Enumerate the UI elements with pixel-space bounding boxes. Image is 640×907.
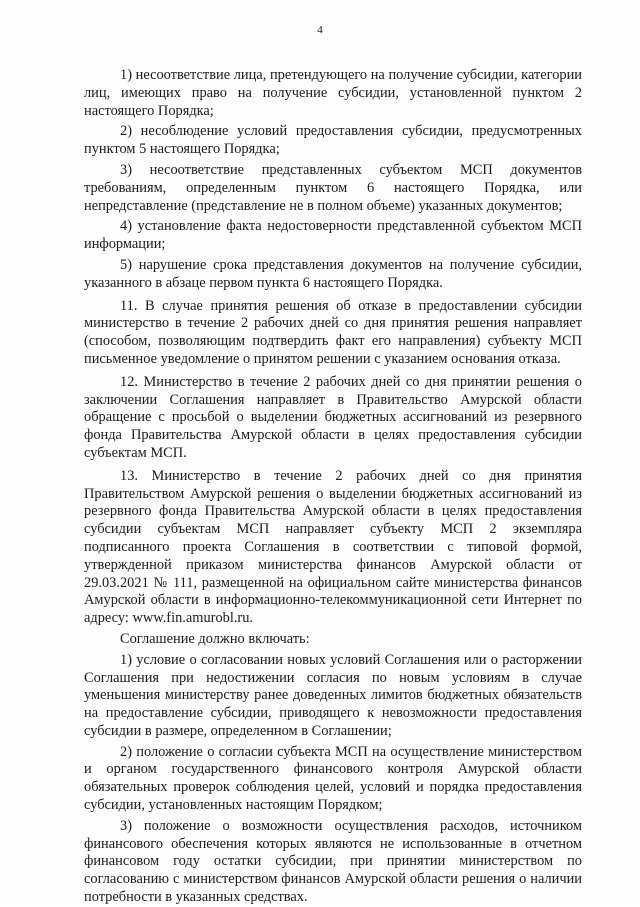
page-number: 4 xyxy=(317,24,323,36)
paragraph: 1) условие о согласовании новых условий Соглашения или о расторжении Соглашения при недостижении согласия по новым условиям в случае уменьшения министерству ранее доведенных лимитов бюджетных обязательств на предоставление субсидии, приводящего к невозможности предоставления субсидии в размере, определенном в Соглашении; xyxy=(84,651,582,739)
document-body xyxy=(84,64,582,907)
paragraph: 5) нарушение срока представления документов на получение субсидии, указанного в абзаце первом пункта 6 настоящего Порядка. xyxy=(84,256,582,291)
paragraph: Соглашение должно включать: xyxy=(120,630,310,647)
paragraph: 2) положение о согласии субъекта МСП на осуществление министерством и органом государственного финансового контроля Амурской области обязательных проверок соблюдения целей, условий и порядка предоставления субсидии, установленных настоящим Порядком; xyxy=(84,743,582,814)
paragraph: 3) несоответствие представленных субъектом МСП документов требованиям, определенным пунктом 6 настоящего Порядка, или непредставление (представление не в полном объеме) указанных документов; xyxy=(84,161,582,214)
paragraph: 12. Министерство в течение 2 рабочих дней со дня принятии решения о заключении Соглашения направляет в Правительство Амурской области обращение с просьбой о выделении бюджетных ассигнований из резервного фонда Правительства Амурской области в целях предоставления субсидии субъектам МСП. xyxy=(84,373,582,461)
paragraph: 1) несоответствие лица, претендующего на получение субсидии, категории лиц, имеющих право на получение субсидии, установленной пунктом 2 настоящего Порядка; xyxy=(84,67,582,119)
paragraph: 2) несоблюдение условий предоставления субсидии, предусмотренных пунктом 5 настоящего Порядка; xyxy=(84,123,582,158)
paragraph: 11. В случае принятия решения об отказе в предоставлении субсидии министерство в течение 2 рабочих дней со дня принятия решения направляет (способом, позволяющим подтвердить факт его направления) субъекту МСП письменное уведомление о принятом решении с указанием основания отказа. xyxy=(84,297,582,367)
paragraph: 4) установление факта недостоверности представленной субъектом МСП информации; xyxy=(84,218,582,253)
paragraph: 13. Министерство в течение 2 рабочих дней со дня принятия Правительством Амурской решения о выделении бюджетных ассигнований из резервного фонда Правительства Амурской области в целях предоставления субсидии субъектам МСП направляет субъекту МСП 2 экземпляра подписанного проекта Соглашения в соответствии с типовой формой, утвержденной приказом министерства финансов Амурской области от 29.03.2021 № 111, размещенной на официальном сайте министерства финансов Амурской области в информационно-телекоммуникационной сети Интернет по адресу: www.fin.amurobl.ru. xyxy=(84,467,582,627)
paragraph: 3) положение о возможности осуществления расходов, источником финансового обеспечения которых являются не использованные в отчетном финансовом году остатки субсидии, при принятии министерством по согласованию с министерством финансов Амурской области решения о наличии потребности в указанных средствах. xyxy=(84,817,582,906)
